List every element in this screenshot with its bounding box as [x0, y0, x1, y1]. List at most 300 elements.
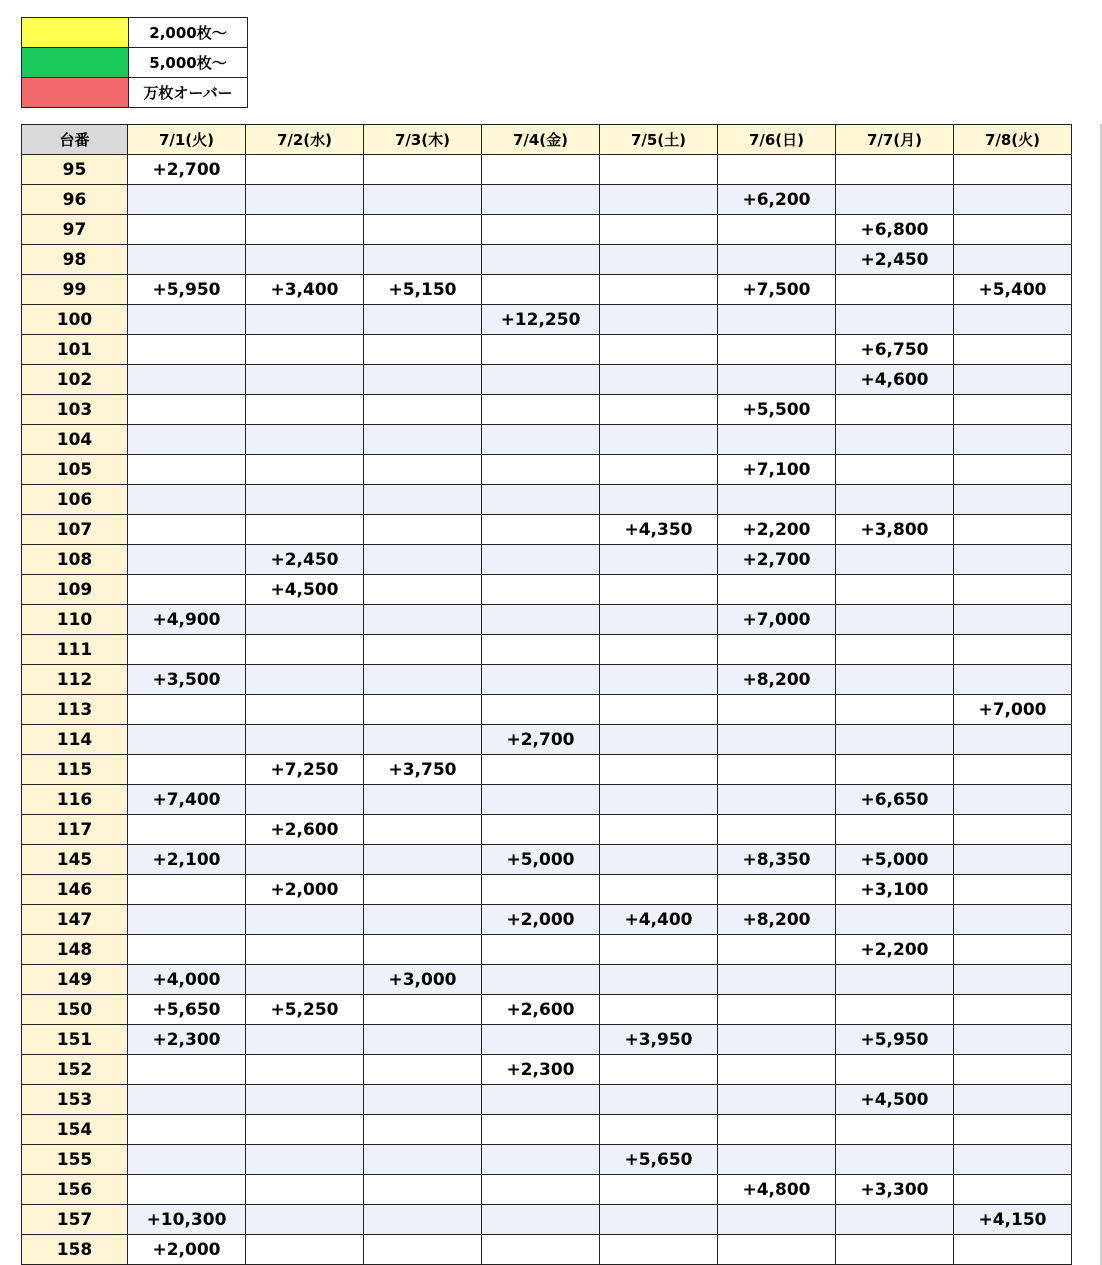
result-cell [246, 905, 364, 935]
result-cell [128, 245, 246, 275]
result-cell [954, 1145, 1072, 1175]
result-cell [954, 935, 1072, 965]
result-cell: +3,300 [836, 1175, 954, 1205]
result-cell [246, 635, 364, 665]
result-cell: +2,200 [718, 515, 836, 545]
result-cell [954, 575, 1072, 605]
table-row [22, 755, 1072, 785]
result-cell [718, 935, 836, 965]
table-row [22, 215, 1072, 245]
table-row [22, 875, 1072, 905]
result-cell [954, 995, 1072, 1025]
date-header: 7/1(火) [128, 125, 246, 155]
result-cell [954, 515, 1072, 545]
result-cell: +6,200 [718, 185, 836, 215]
result-cell [364, 605, 482, 635]
result-cell [364, 1115, 482, 1145]
legend-swatch [22, 18, 129, 48]
result-cell [482, 665, 600, 695]
legend [21, 17, 248, 108]
result-cell [364, 215, 482, 245]
result-cell [246, 185, 364, 215]
result-cell [482, 1235, 600, 1265]
result-cell [600, 1055, 718, 1085]
machine-number: 106 [22, 485, 128, 515]
result-cell [482, 245, 600, 275]
result-cell: +7,000 [954, 695, 1072, 725]
result-cell [246, 215, 364, 245]
legend-swatch [22, 78, 129, 108]
result-cell [364, 725, 482, 755]
result-cell [954, 785, 1072, 815]
machine-number: 111 [22, 635, 128, 665]
date-header: 7/8(火) [954, 125, 1072, 155]
machine-number: 97 [22, 215, 128, 245]
result-cell [600, 1115, 718, 1145]
result-cell [954, 1085, 1072, 1115]
result-cell [600, 995, 718, 1025]
result-cell [482, 365, 600, 395]
result-cell [718, 1025, 836, 1055]
result-cell: +5,950 [836, 1025, 954, 1055]
result-cell: +2,700 [718, 545, 836, 575]
result-cell [246, 1145, 364, 1175]
result-cell [482, 155, 600, 185]
result-cell: +10,300 [128, 1205, 246, 1235]
result-cell [364, 995, 482, 1025]
machine-number: 107 [22, 515, 128, 545]
result-cell [954, 155, 1072, 185]
result-cell [836, 485, 954, 515]
result-cell [954, 815, 1072, 845]
result-cell [600, 1085, 718, 1115]
result-cell [836, 995, 954, 1025]
result-cell [246, 425, 364, 455]
result-cell [128, 1085, 246, 1115]
result-cell [600, 815, 718, 845]
result-cell: +5,250 [246, 995, 364, 1025]
result-cell [128, 455, 246, 485]
result-cell [246, 515, 364, 545]
result-cell [246, 1025, 364, 1055]
result-cell: +3,950 [600, 1025, 718, 1055]
legend-row [22, 48, 248, 78]
legend-label: 万枚オーバー [129, 78, 248, 108]
result-cell [246, 485, 364, 515]
result-cell: +7,500 [718, 275, 836, 305]
result-cell [954, 545, 1072, 575]
result-cell [482, 1205, 600, 1235]
result-cell [246, 1235, 364, 1265]
legend-row [22, 78, 248, 108]
result-cell [836, 305, 954, 335]
result-cell [364, 245, 482, 275]
result-cell [954, 845, 1072, 875]
result-cell [482, 1145, 600, 1175]
result-cell [954, 185, 1072, 215]
result-cell [954, 725, 1072, 755]
date-header: 7/5(土) [600, 125, 718, 155]
result-cell [128, 485, 246, 515]
result-cell: +8,350 [718, 845, 836, 875]
result-cell [600, 425, 718, 455]
result-cell [364, 695, 482, 725]
results-table [21, 124, 1072, 1265]
result-cell [246, 845, 364, 875]
table-row [22, 1115, 1072, 1145]
result-cell [482, 575, 600, 605]
machine-number: 110 [22, 605, 128, 635]
machine-number: 158 [22, 1235, 128, 1265]
result-cell [482, 515, 600, 545]
result-cell [482, 1115, 600, 1145]
table-row [22, 365, 1072, 395]
result-cell [482, 455, 600, 485]
table-row [22, 245, 1072, 275]
result-cell: +5,150 [364, 275, 482, 305]
table-row [22, 905, 1072, 935]
table-row [22, 515, 1072, 545]
machine-number: 96 [22, 185, 128, 215]
result-cell [128, 365, 246, 395]
result-cell [954, 1115, 1072, 1145]
result-cell [364, 335, 482, 365]
result-cell [482, 935, 600, 965]
result-cell [246, 305, 364, 335]
result-cell [364, 785, 482, 815]
result-cell [836, 965, 954, 995]
result-cell [718, 755, 836, 785]
result-cell [836, 575, 954, 605]
machine-number: 154 [22, 1115, 128, 1145]
result-cell [364, 515, 482, 545]
result-cell [364, 455, 482, 485]
result-cell: +5,650 [128, 995, 246, 1025]
result-cell [718, 635, 836, 665]
table-row [22, 845, 1072, 875]
result-cell [600, 755, 718, 785]
table-row [22, 575, 1072, 605]
result-cell [364, 575, 482, 605]
result-cell [246, 365, 364, 395]
result-cell [600, 665, 718, 695]
result-cell [128, 335, 246, 365]
result-cell: +3,400 [246, 275, 364, 305]
result-cell [718, 1115, 836, 1145]
machine-number: 156 [22, 1175, 128, 1205]
result-cell [954, 755, 1072, 785]
result-cell [718, 305, 836, 335]
result-cell [954, 1235, 1072, 1265]
table-row [22, 815, 1072, 845]
result-cell: +2,600 [482, 995, 600, 1025]
result-cell [246, 1115, 364, 1145]
result-cell [600, 1175, 718, 1205]
date-header: 7/4(金) [482, 125, 600, 155]
result-cell [718, 335, 836, 365]
result-cell [600, 335, 718, 365]
result-cell [482, 335, 600, 365]
result-cell: +2,600 [246, 815, 364, 845]
result-cell [954, 1025, 1072, 1055]
result-cell: +2,000 [128, 1235, 246, 1265]
result-cell [954, 605, 1072, 635]
machine-number: 151 [22, 1025, 128, 1055]
result-cell [128, 1145, 246, 1175]
result-cell [128, 1055, 246, 1085]
result-cell: +6,800 [836, 215, 954, 245]
result-cell [600, 845, 718, 875]
table-row [22, 1205, 1072, 1235]
table-row [22, 185, 1072, 215]
result-cell: +2,450 [836, 245, 954, 275]
result-cell [364, 425, 482, 455]
table-row [22, 1175, 1072, 1205]
result-cell [364, 905, 482, 935]
table-row [22, 995, 1072, 1025]
result-cell [482, 965, 600, 995]
result-cell [482, 605, 600, 635]
result-cell: +6,750 [836, 335, 954, 365]
result-cell [128, 545, 246, 575]
result-cell [836, 185, 954, 215]
table-row [22, 275, 1072, 305]
result-cell [364, 1175, 482, 1205]
legend-swatch [22, 48, 129, 78]
machine-number: 152 [22, 1055, 128, 1085]
result-cell: +7,400 [128, 785, 246, 815]
machine-number: 108 [22, 545, 128, 575]
result-cell [482, 1085, 600, 1115]
result-cell [600, 635, 718, 665]
result-cell: +7,000 [718, 605, 836, 635]
result-cell: +4,400 [600, 905, 718, 935]
result-cell [482, 485, 600, 515]
result-cell [836, 425, 954, 455]
result-cell [246, 455, 364, 485]
result-cell [482, 275, 600, 305]
result-cell [128, 515, 246, 545]
result-cell [954, 395, 1072, 425]
table-row [22, 965, 1072, 995]
result-cell [718, 1085, 836, 1115]
result-cell [482, 785, 600, 815]
machine-number: 100 [22, 305, 128, 335]
result-cell [954, 905, 1072, 935]
result-cell [836, 155, 954, 185]
result-cell [482, 755, 600, 785]
machine-number: 102 [22, 365, 128, 395]
result-cell [364, 665, 482, 695]
table-row [22, 1145, 1072, 1175]
result-cell: +2,300 [482, 1055, 600, 1085]
table-row [22, 545, 1072, 575]
machine-number-header: 台番 [22, 125, 128, 155]
result-cell: +3,500 [128, 665, 246, 695]
date-header: 7/6(日) [718, 125, 836, 155]
machine-number: 153 [22, 1085, 128, 1115]
result-cell: +3,100 [836, 875, 954, 905]
result-cell [364, 1235, 482, 1265]
result-cell: +7,100 [718, 455, 836, 485]
result-cell [246, 605, 364, 635]
result-cell [246, 965, 364, 995]
result-cell [128, 1175, 246, 1205]
result-cell [600, 485, 718, 515]
table-row [22, 725, 1072, 755]
result-cell: +4,350 [600, 515, 718, 545]
result-cell [128, 635, 246, 665]
result-cell: +4,150 [954, 1205, 1072, 1235]
machine-number: 147 [22, 905, 128, 935]
table-row [22, 1085, 1072, 1115]
result-cell [954, 305, 1072, 335]
table-row [22, 425, 1072, 455]
result-cell [718, 245, 836, 275]
result-cell [600, 275, 718, 305]
result-cell: +5,500 [718, 395, 836, 425]
result-cell [836, 605, 954, 635]
result-cell [718, 875, 836, 905]
result-cell: +4,500 [836, 1085, 954, 1115]
machine-number: 99 [22, 275, 128, 305]
result-cell [600, 605, 718, 635]
machine-number: 109 [22, 575, 128, 605]
result-cell: +3,000 [364, 965, 482, 995]
result-cell [482, 695, 600, 725]
machine-number: 114 [22, 725, 128, 755]
result-cell [482, 1175, 600, 1205]
result-cell [836, 695, 954, 725]
result-cell [718, 725, 836, 755]
result-cell [600, 245, 718, 275]
result-cell [246, 695, 364, 725]
result-cell: +2,700 [482, 725, 600, 755]
result-cell [718, 995, 836, 1025]
result-cell [836, 815, 954, 845]
machine-number: 113 [22, 695, 128, 725]
result-cell [954, 1175, 1072, 1205]
result-cell: +5,950 [128, 275, 246, 305]
result-cell [836, 275, 954, 305]
result-cell [954, 425, 1072, 455]
date-header: 7/7(月) [836, 125, 954, 155]
result-cell: +2,450 [246, 545, 364, 575]
table-row [22, 1235, 1072, 1265]
result-cell [128, 425, 246, 455]
result-cell [836, 755, 954, 785]
result-cell [246, 1205, 364, 1235]
result-cell [600, 545, 718, 575]
table-row [22, 485, 1072, 515]
result-cell [600, 1235, 718, 1265]
machine-number: 103 [22, 395, 128, 425]
result-cell [128, 815, 246, 845]
date-header: 7/2(水) [246, 125, 364, 155]
table-row [22, 665, 1072, 695]
result-cell: +5,650 [600, 1145, 718, 1175]
result-cell [482, 185, 600, 215]
table-row [22, 305, 1072, 335]
table-row [22, 1055, 1072, 1085]
result-cell [600, 455, 718, 485]
result-cell [718, 1235, 836, 1265]
machine-number: 105 [22, 455, 128, 485]
result-cell [718, 785, 836, 815]
result-cell [836, 635, 954, 665]
result-cell: +2,000 [482, 905, 600, 935]
result-cell [600, 155, 718, 185]
result-cell [246, 245, 364, 275]
result-cell [954, 1055, 1072, 1085]
result-cell: +3,750 [364, 755, 482, 785]
result-cell [600, 215, 718, 245]
result-cell [246, 1085, 364, 1115]
result-cell [600, 305, 718, 335]
result-cell [364, 815, 482, 845]
machine-number: 157 [22, 1205, 128, 1235]
result-cell [364, 185, 482, 215]
result-cell [128, 695, 246, 725]
result-cell [128, 725, 246, 755]
machine-number: 104 [22, 425, 128, 455]
result-cell [600, 695, 718, 725]
result-cell [482, 545, 600, 575]
machine-number: 112 [22, 665, 128, 695]
result-cell [718, 425, 836, 455]
result-cell: +6,650 [836, 785, 954, 815]
result-cell [364, 1055, 482, 1085]
result-cell [482, 425, 600, 455]
result-cell [364, 485, 482, 515]
table-row [22, 695, 1072, 725]
result-cell [600, 965, 718, 995]
table-row [22, 395, 1072, 425]
machine-number: 101 [22, 335, 128, 365]
table-row [22, 635, 1072, 665]
result-cell: +8,200 [718, 665, 836, 695]
result-cell [246, 155, 364, 185]
result-cell [954, 485, 1072, 515]
result-cell [246, 395, 364, 425]
result-cell [836, 1115, 954, 1145]
result-cell [482, 635, 600, 665]
table-row [22, 455, 1072, 485]
result-cell: +2,300 [128, 1025, 246, 1055]
result-cell: +4,000 [128, 965, 246, 995]
result-cell [836, 395, 954, 425]
machine-number: 149 [22, 965, 128, 995]
result-cell [836, 1205, 954, 1235]
result-cell [718, 575, 836, 605]
header-row [22, 125, 1072, 155]
result-cell [600, 365, 718, 395]
result-cell [364, 305, 482, 335]
result-cell [600, 935, 718, 965]
machine-number: 146 [22, 875, 128, 905]
result-cell [246, 1055, 364, 1085]
result-cell [128, 185, 246, 215]
result-cell: +2,700 [128, 155, 246, 185]
machine-number: 155 [22, 1145, 128, 1175]
result-cell [954, 635, 1072, 665]
table-row [22, 935, 1072, 965]
result-cell [836, 1055, 954, 1085]
result-cell [246, 785, 364, 815]
result-cell: +2,000 [246, 875, 364, 905]
result-cell: +4,500 [246, 575, 364, 605]
machine-number: 115 [22, 755, 128, 785]
